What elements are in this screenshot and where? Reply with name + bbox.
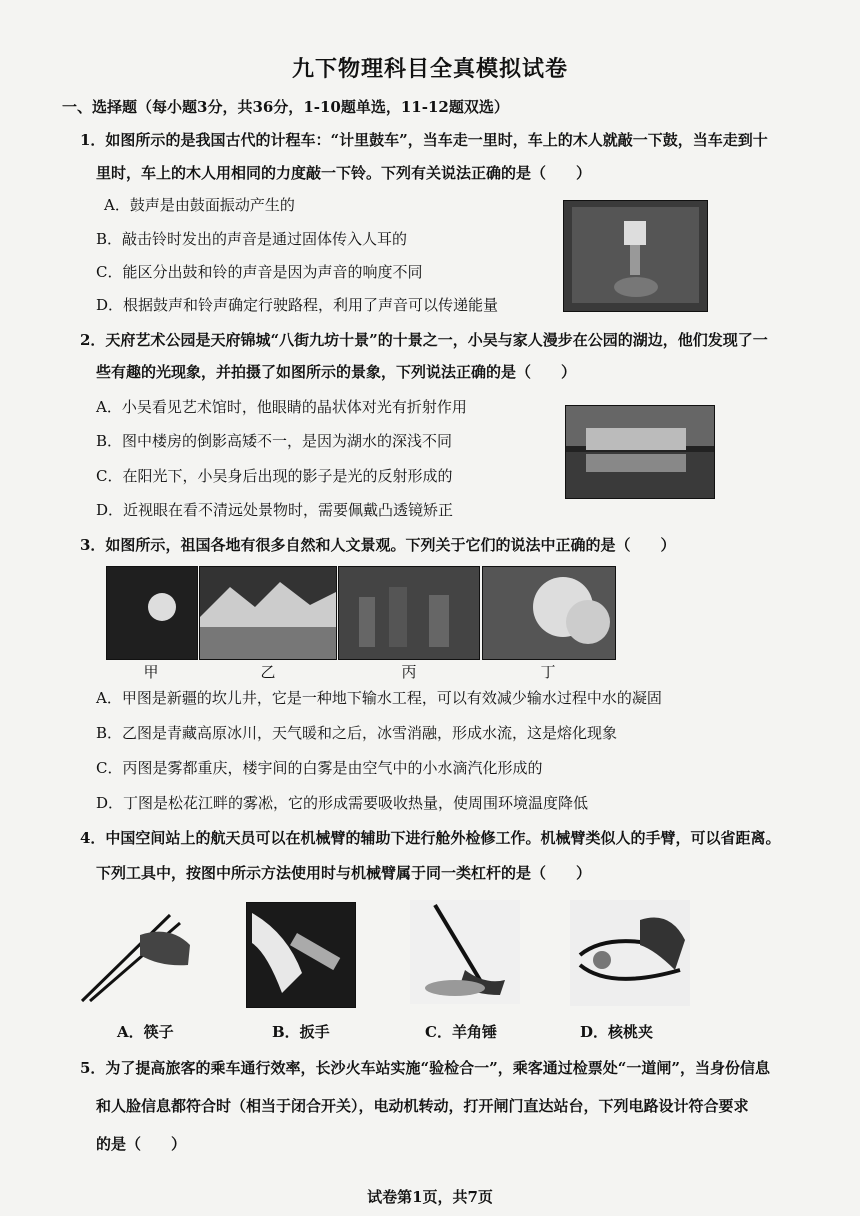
q2-option-b: B．图中楼房的倒影高矮不一，是因为湖水的深浅不同 xyxy=(96,432,453,450)
q2-line2: 些有趣的光现象，并拍摄了如图所示的景象，下列说法正确的是（ ） xyxy=(96,363,577,381)
q4-option-d: D．核桃夹 xyxy=(580,1023,654,1041)
nutcracker-image xyxy=(570,900,690,1006)
q4-line1: 4．中国空间站上的航天员可以在机械臂的辅助下进行舱外检修工作。机械臂类似人的手臂，可以省距离。 xyxy=(80,829,781,847)
q5-line2: 和人脸信息都符合时（相当于闭合开关），电动机转动，打开闸门直达站台，下列电路设计符合要求 xyxy=(96,1097,749,1115)
drum-cart-image xyxy=(564,201,707,311)
q1-option-b: B．敲击铃时发出的声音是通过固体传入人耳的 xyxy=(96,230,408,248)
q1-line2: 里时，车上的木人用相同的力度敲一下铃。下列有关说法正确的是（ ） xyxy=(96,164,592,182)
page-footer: 试卷第1页，共7页 xyxy=(367,1188,493,1206)
rime-image xyxy=(483,567,615,659)
art-park-image xyxy=(566,406,714,498)
q5-line3: 的是（ ） xyxy=(96,1135,187,1153)
karez-image xyxy=(107,567,197,659)
art-park-photo xyxy=(565,405,715,499)
q2-option-d: D．近视眼在看不清远处景物时，需要佩戴凸透镜矫正 xyxy=(96,501,454,519)
q3-option-b: B．乙图是青藏高原冰川，天气暖和之后，冰雪消融，形成水流，这是熔化现象 xyxy=(96,724,618,742)
chopsticks-image xyxy=(80,905,195,1005)
q1-option-a: A．鼓声是由鼓面振动产生的 xyxy=(104,196,295,214)
claw-hammer-image xyxy=(410,900,520,1004)
q4-option-b: B．扳手 xyxy=(272,1023,330,1041)
q1-option-d: D．根据鼓声和铃声确定行驶路程，利用了声音可以传递能量 xyxy=(96,296,499,314)
section-heading: 一、选择题（每小题3分，共36分，1-10题单选，11-12题双选） xyxy=(62,98,509,116)
caption-yi: 乙 xyxy=(260,663,276,681)
q2-option-a: A．小吴看见艺术馆时，他眼睛的晶状体对光有折射作用 xyxy=(96,398,467,416)
photo-bing xyxy=(338,566,480,660)
photo-jia xyxy=(106,566,198,660)
q5-line1: 5．为了提高旅客的乘车通行效率，长沙火车站实施“验检合一”，乘客通过检票处“一道闸”，当身份信息 xyxy=(80,1059,770,1077)
q3-option-c: C．丙图是雾都重庆，楼宇间的白雾是由空气中的小水滴汽化形成的 xyxy=(96,759,543,777)
q2-line1: 2．天府艺术公园是天府锦城“八街九坊十景”的十景之一，小吴与家人漫步在公园的湖边，他们发现了一 xyxy=(80,331,768,349)
q2-option-c: C．在阳光下，小吴身后出现的影子是光的反射形成的 xyxy=(96,467,453,485)
caption-bing: 丙 xyxy=(401,663,417,681)
glacier-image xyxy=(200,567,336,659)
caption-jia: 甲 xyxy=(143,663,159,681)
q4-line2: 下列工具中，按图中所示方法使用时与机械臂属于同一类杠杆的是（ ） xyxy=(96,864,592,882)
drum-cart-photo xyxy=(563,200,708,312)
q3-option-a: A．甲图是新疆的坎儿井，它是一种地下输水工程，可以有效减少输水过程中水的凝固 xyxy=(96,689,662,707)
caption-ding: 丁 xyxy=(540,663,556,681)
wrench-image xyxy=(247,903,355,1007)
q4-option-a: A．筷子 xyxy=(117,1023,174,1041)
q4-option-c: C．羊角锤 xyxy=(425,1023,497,1041)
q3-line1: 3．如图所示，祖国各地有很多自然和人文景观。下列关于它们的说法中正确的是（ ） xyxy=(80,536,676,554)
page-title: 九下物理科目全真模拟试卷 xyxy=(291,56,568,82)
chongqing-fog-image xyxy=(339,567,479,659)
q3-option-d: D．丁图是松花江畔的雾凇，它的形成需要吸收热量，使周围环境温度降低 xyxy=(96,794,589,812)
q1-line1: 1．如图所示的是我国古代的计程车：“计里鼓车”，当车走一里时，车上的木人就敲一下鼓，当车走到十 xyxy=(80,131,768,149)
photo-ding xyxy=(482,566,616,660)
q1-option-c: C．能区分出鼓和铃的声音是因为声音的响度不同 xyxy=(96,263,423,281)
photo-yi xyxy=(199,566,337,660)
wrench-photo xyxy=(246,902,356,1008)
